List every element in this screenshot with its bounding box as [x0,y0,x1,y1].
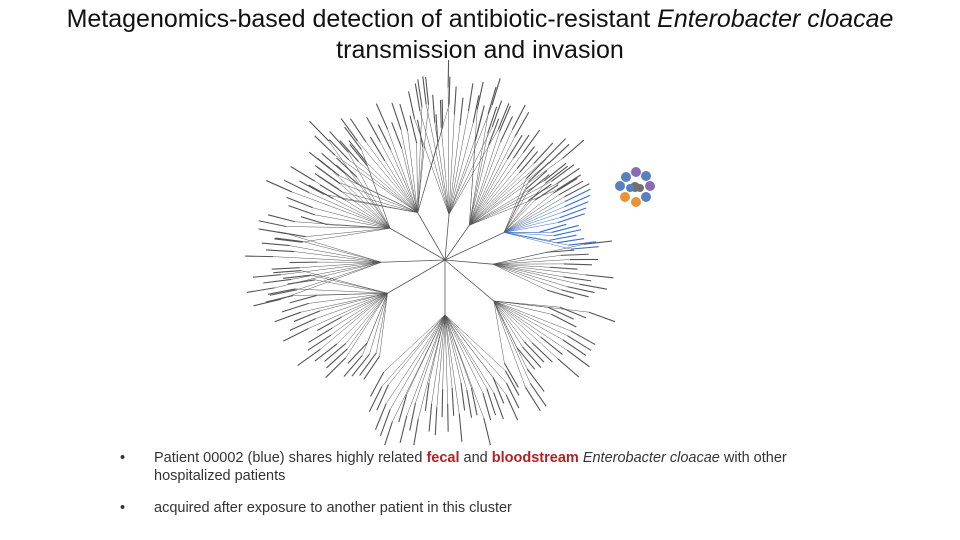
title-part2: transmission and invasion [336,36,624,64]
sample-cluster-icon [612,164,658,210]
bullet-item [120,499,840,517]
title-species: Enterobacter cloacae [657,5,894,33]
fecal-highlight: fecal [426,450,460,466]
species-name: Enterobacter cloacae [582,450,720,466]
bullet-text [154,449,840,485]
slide-title [0,4,960,66]
bullet-text-b: and [459,450,492,466]
bullet-marker: • [120,500,126,516]
phylogenetic-tree-icon [200,60,620,445]
bullet-text: acquired after exposure to another patient in this cluster [154,500,512,516]
bullet-list [120,449,840,531]
bullet-item [120,449,840,485]
bullet-text-d: with other hospitalized patients [154,450,787,484]
bloodstream-highlight: bloodstream [491,450,579,466]
bullet-marker: • [120,450,126,466]
bullet-text-a: Patient 00002 (blue) shares highly related [154,450,427,466]
title-part1: Metagenomics-based detection of antibiotic-resistant [66,5,658,33]
